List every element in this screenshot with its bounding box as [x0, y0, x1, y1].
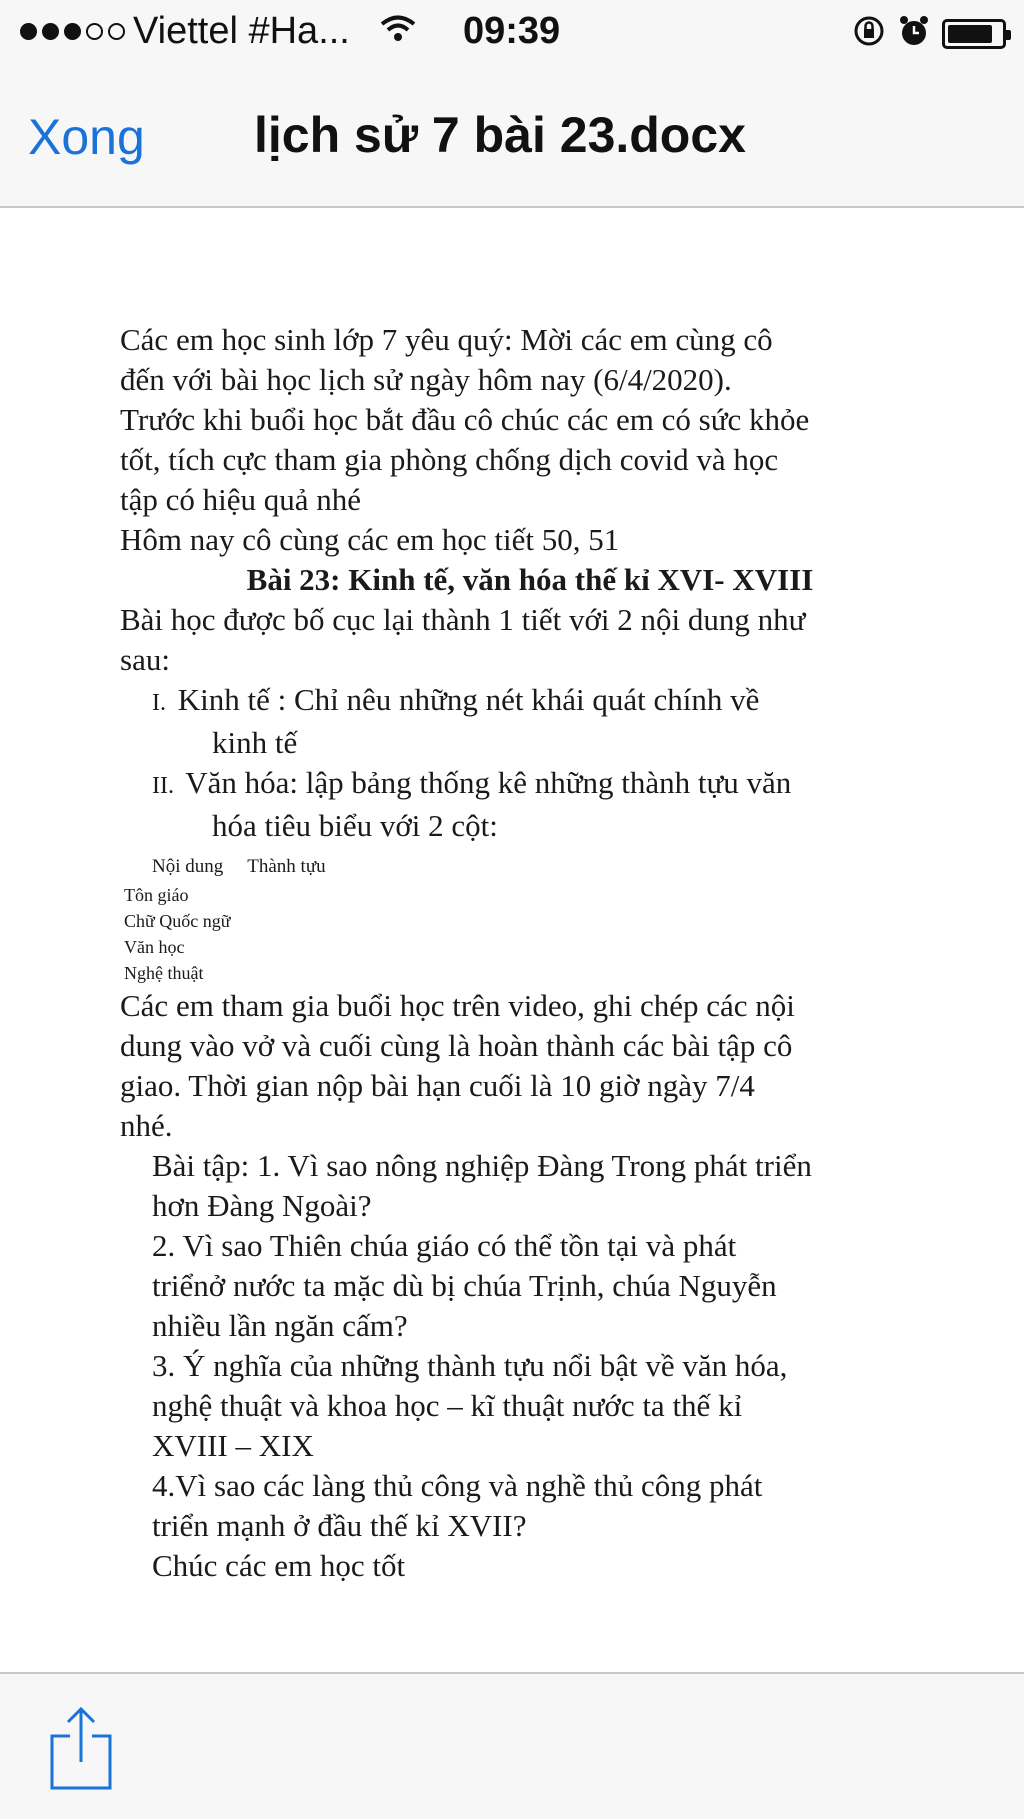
- text-line: Trước khi buổi học bắt đầu cô chúc các em có sức khỏe: [120, 402, 810, 437]
- navigation-bar: [0, 66, 1024, 208]
- alarm-icon: [898, 14, 930, 53]
- text-line: Các em học sinh lớp 7 yêu quý: Mời các em cùng cô: [120, 322, 773, 357]
- text-line: hơn Đàng Ngoài?: [152, 1188, 372, 1223]
- carrier-name: Viettel #Ha...: [133, 10, 350, 52]
- text-line: giao. Thời gian nộp bài hạn cuối là 10 giờ ngày 7/4: [120, 1068, 755, 1103]
- text-line: tốt, tích cực tham gia phòng chống dịch covid và học: [120, 442, 779, 477]
- text-line: 4.Vì sao các làng thủ công và nghề thủ công phát: [152, 1468, 763, 1503]
- text-line: 3. Ý nghĩa của những thành tựu nổi bật về văn hóa,: [152, 1348, 788, 1383]
- outline-list: [120, 680, 920, 846]
- status-left: [20, 10, 416, 53]
- outline-text: Kinh tế : Chỉ nêu những nét khái quát chính về: [177, 682, 760, 717]
- outline-number: II.: [152, 773, 174, 799]
- status-right: [852, 14, 1006, 53]
- instructions-paragraph: [120, 986, 920, 1146]
- text-line: Bài học được bố cục lại thành 1 tiết với 2 nội dung như: [120, 602, 806, 637]
- text-line: XVIII – XIX: [152, 1428, 314, 1463]
- outline-number: I.: [152, 690, 166, 716]
- rotation-lock-icon: [852, 14, 886, 53]
- text-line: nhé.: [120, 1108, 173, 1143]
- text-line: nhiều lần ngăn cấm?: [152, 1308, 408, 1343]
- table-row: Nghệ thuật: [124, 963, 204, 983]
- table-header-cell: Nội dung: [152, 856, 224, 877]
- text-line: đến với bài học lịch sử ngày hôm nay (6/4/2020).: [120, 362, 732, 397]
- text-line: Hôm nay cô cùng các em học tiết 50, 51: [120, 522, 620, 557]
- done-button[interactable]: Xong: [28, 109, 145, 165]
- status-bar: [0, 0, 1024, 66]
- outline-continuation: hóa tiêu biểu với 2 cột:: [212, 808, 498, 843]
- table-rows: [120, 882, 920, 986]
- battery-fill: [948, 25, 992, 43]
- outline-text: Văn hóa: lập bảng thống kê những thành tựu văn: [185, 765, 792, 800]
- battery-icon: [942, 19, 1006, 49]
- text-line: Bài tập: 1. Vì sao nông nghiệp Đàng Trong phát triển: [152, 1148, 812, 1183]
- lesson-heading: Bài 23: Kinh tế, văn hóa thế kỉ XVI- XVIII: [246, 562, 814, 597]
- text-line: 2. Vì sao Thiên chúa giáo có thể tồn tại và phát: [152, 1228, 737, 1263]
- table-header-cell: Thành tựu: [247, 856, 326, 877]
- wifi-icon: [380, 10, 416, 53]
- text-line: triểnở nước ta mặc dù bị chúa Trịnh, chúa Nguyễn: [152, 1268, 777, 1303]
- text-line: Chúc các em học tốt: [152, 1548, 406, 1583]
- status-time: 09:39: [463, 10, 561, 52]
- bottom-toolbar: [0, 1672, 1024, 1819]
- text-line: tập có hiệu quả nhé: [120, 482, 362, 517]
- share-icon[interactable]: [48, 1706, 114, 1797]
- document-content: [120, 320, 920, 1586]
- table-row: Tôn giáo: [124, 885, 189, 905]
- outline-item: [120, 763, 920, 806]
- document-title: lịch sử 7 bài 23.docx: [254, 107, 746, 163]
- text-line: dung vào vở và cuối cùng là hoàn thành các bài tập cô: [120, 1028, 793, 1063]
- text-line: Các em tham gia buổi học trên video, ghi chép các nội: [120, 988, 795, 1023]
- outline-continuation: kinh tế: [212, 725, 298, 760]
- text-line: triển mạnh ở đầu thế kỉ XVII?: [152, 1508, 527, 1543]
- structure-paragraph: [120, 600, 920, 680]
- table-row: Chữ Quốc ngữ: [124, 911, 231, 931]
- text-line: sau:: [120, 642, 170, 677]
- signal-strength-icon: [20, 23, 125, 40]
- intro-paragraph: [120, 320, 920, 560]
- table-header: [120, 852, 920, 882]
- text-line: nghệ thuật và khoa học – kĩ thuật nước ta thế kỉ: [152, 1388, 743, 1423]
- outline-item: [120, 680, 920, 723]
- exercises-section: [120, 1146, 920, 1586]
- table-row: Văn học: [124, 937, 185, 957]
